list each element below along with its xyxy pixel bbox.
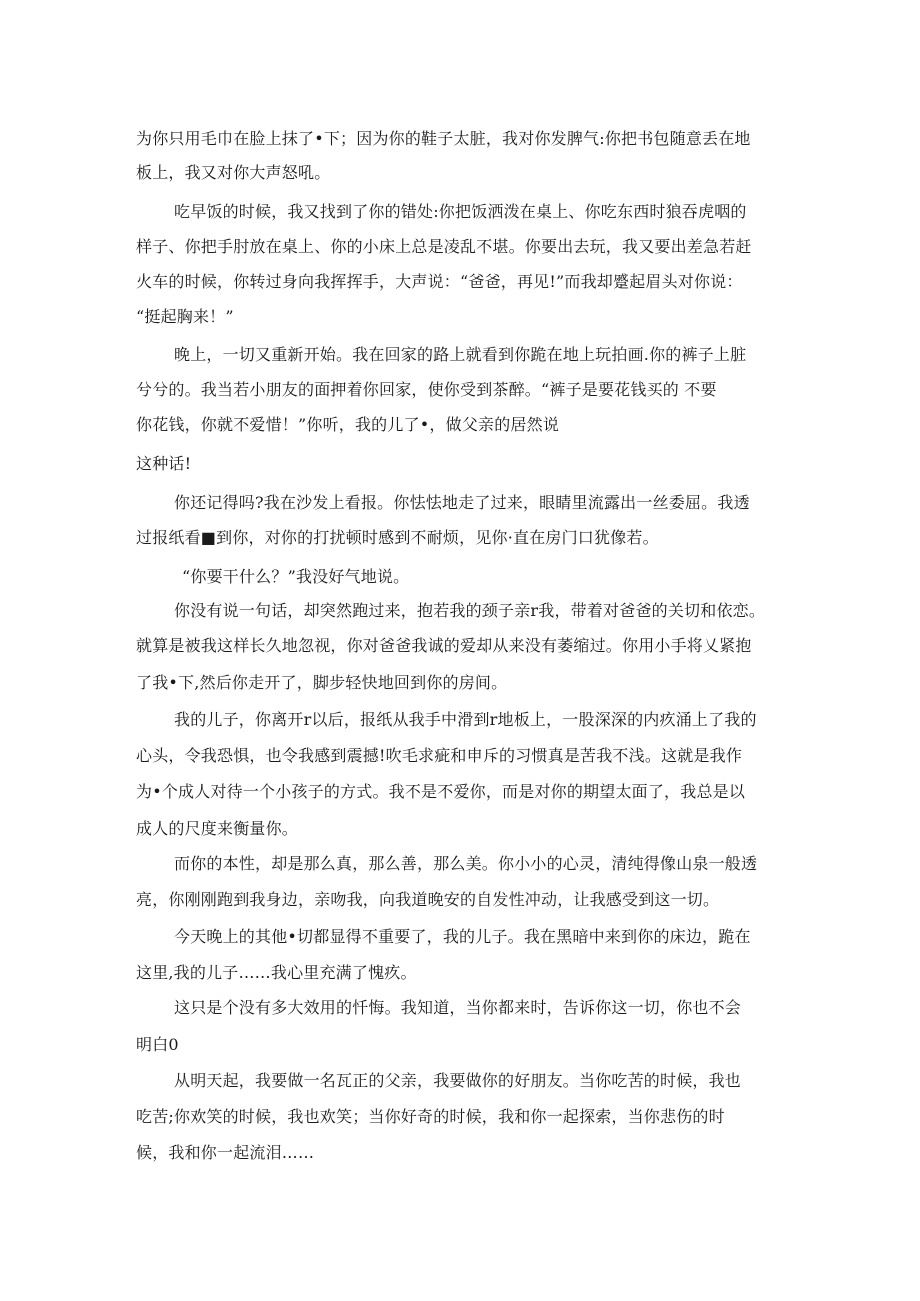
text-line: 晚上，一切又重新开始。我在回家的路上就看到你跪在地上玩拍画.你的裤子上脏 (174, 345, 747, 364)
text-line: 你花钱，你就不爱惜！”你听，我的儿了•，做父亲的居然说 (136, 415, 560, 434)
text-line: 火车的时候，你转过身向我挥挥手，大声说：“爸爸，再见!”而我却蹙起眉头对你说： (136, 272, 743, 291)
text-line: 为你只用毛巾在脸上抹了•下；因为你的鞋子太脏，我对你发脾气:你把书包随意丢在地 (136, 129, 751, 148)
text-line: 吃早饭的时候，我又找到了你的错处:你把饭洒泼在桌上、你吃东西时狼吞虎咽的 (174, 202, 747, 221)
text-line: 这里,我的儿子……我心里充满了愧疚。 (136, 963, 417, 982)
text-line: 成人的尺度来衡量你。 (136, 819, 299, 838)
text-line: 过报纸看■到你，对你的打扰顿时感到不耐烦，见你·直在房门口犹像若。 (136, 528, 659, 547)
text-line: “挺起胸来！” (136, 307, 234, 326)
text-line: 我的儿子，你离开r以后，报纸从我手中滑到r地板上，一股深深的内疚涌上了我的 (174, 710, 757, 729)
text-line: “你要干什么？”我没好气地说。 (182, 567, 410, 586)
text-line: 兮兮的。我当若小朋友的面押着你回家，使你受到茶醉。“裤子是要花钱买的 不要 (136, 380, 717, 399)
text-line: 今天晚上的其他•切都显得不重要了，我的儿子。我在黑暗中来到你的床边，跪在 (174, 927, 751, 946)
text-line: 样子、你把手肘放在桌上、你的小床上总是凌乱不堪。你要出去玩，我又要出差急若赶 (136, 237, 752, 256)
text-line: 亮，你刚刚跑到我身边，亲吻我，向我道晚安的自发性冲动，让我感受到这一切。 (136, 890, 720, 909)
text-line: 就算是被我这样长久地忽视，你对爸爸我诚的爱却从来没有萎缩过。你用小手将乂紧抱 (136, 636, 752, 655)
text-line: 你还记得吗?我在沙发上看报。你怯怯地走了过来，眼睛里流露出一丝委屈。我透 (174, 493, 750, 512)
text-line: 吃苦;你欢笑的时候，我也欢笑；当你好奇的时候，我和你一起探索，当你悲伤的时 (136, 1107, 725, 1126)
text-line: 这只是个没有多大效用的忏悔。我知道，当你都来时，告诉你这一切，你也不会 (174, 998, 742, 1017)
text-line: 你没有说一句话，却突然跑过来，抱若我的颈子亲r我，带着对爸爸的关切和依恋。 (174, 601, 766, 620)
text-line: 这种话! (136, 454, 192, 473)
text-line: 了我•下,然后你走开了，脚步轻快地回到你的房间。 (136, 673, 508, 692)
text-line: 板上，我又对你大声怒吼。 (136, 163, 331, 182)
text-line: 明白0 (136, 1035, 179, 1054)
text-line: 而你的本性，却是那么真，那么善，那么美。你小小的心灵，清纯得像山泉一般透 (174, 854, 758, 873)
text-line: 从明天起，我要做一名瓦正的父亲，我要做你的好朋友。当你吃苦的时候，我也 (174, 1071, 742, 1090)
text-line: 候，我和你一起流泪…… (136, 1143, 315, 1162)
text-line: 心头，令我恐惧，也令我感到震撼!吹毛求疵和申斥的习惯真是苦我不浅。这就是我作 (136, 746, 743, 765)
text-line: 为•个成人对待一个小孩子的方式。我不是不爱你，而是对你的期望太面了，我总是以 (136, 782, 746, 801)
